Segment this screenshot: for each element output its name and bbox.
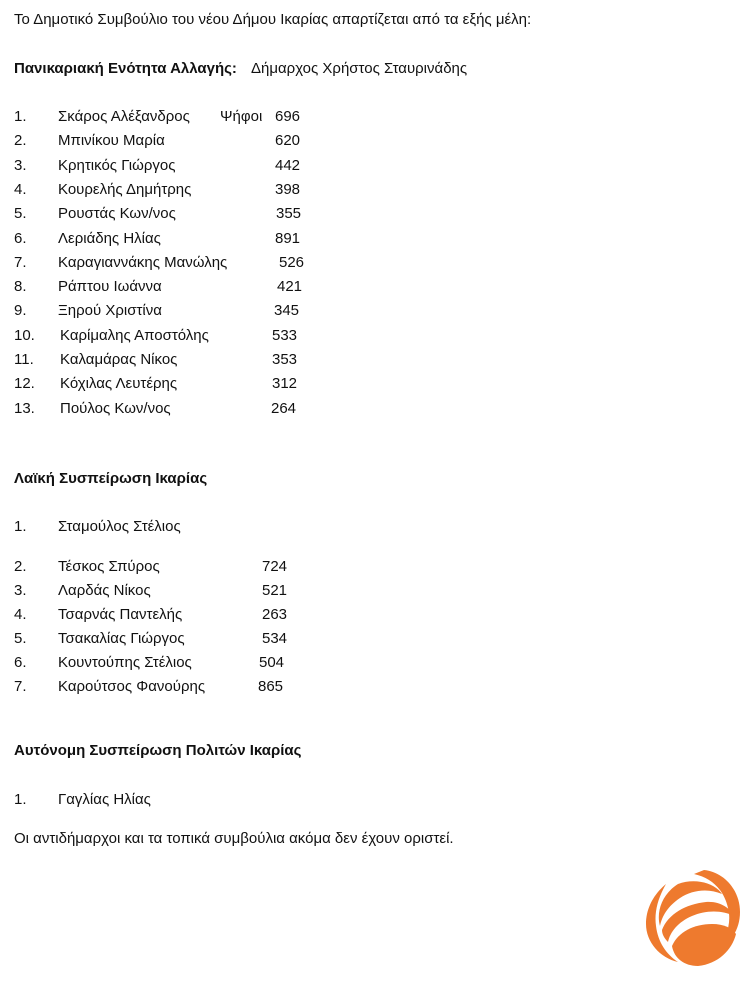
member-votes: 891 (275, 229, 301, 247)
member-number: 8. (14, 278, 27, 296)
votes-label: Ψήφοι (220, 108, 263, 125)
member-name: Τέσκος Σπύρος (58, 558, 160, 575)
member-name: Καραγιαννάκης Μανώλης (58, 253, 228, 271)
member-votes: 521 (262, 582, 288, 599)
member-number: 7. (14, 678, 27, 695)
member-votes: 526 (279, 253, 305, 271)
member-name: Ράπτου Ιωάννα (58, 278, 162, 296)
member-name: Σταμούλος Στέλιος (58, 518, 181, 535)
member-name: Σκάρος Αλέξανδρος (58, 108, 190, 125)
member-name: Κρητικός Γιώργος (58, 156, 176, 174)
member-name: Κουρελής Δημήτρης (58, 180, 192, 198)
member-votes: 264 (271, 399, 297, 417)
orange-sphere-logo-icon (642, 868, 742, 968)
party2-title: Λαϊκή Συσπείρωση Ικαρίας (14, 470, 208, 487)
member-name: Τσακαλίας Γιώργος (58, 630, 185, 647)
member-name: Πούλος Κων/νος (60, 399, 171, 417)
member-number: 7. (14, 253, 27, 271)
member-number: 1. (14, 518, 27, 535)
member-name: Ρουστάς Κων/νος (58, 205, 176, 223)
member-votes: 533 (272, 326, 298, 344)
member-number: 1. (14, 108, 27, 125)
member-number: 13. (14, 399, 35, 417)
member-number: 3. (14, 582, 27, 599)
member-number: 4. (14, 606, 27, 623)
member-number: 11. (14, 351, 34, 368)
member-number: 2. (14, 132, 27, 150)
member-name: Μπινίκου Μαρία (58, 132, 165, 150)
member-votes: 353 (272, 351, 298, 368)
member-votes: 504 (259, 654, 285, 671)
intro-text: Το Δημοτικό Συμβούλιο του νέου Δήμου Ικαρίας απαρτίζεται από τα εξής μέλη: (14, 11, 532, 28)
member-votes: 865 (258, 678, 284, 695)
party1-mayor: Δήμαρχος Χρήστος Σταυρινάδης (251, 60, 468, 77)
member-number: 12. (14, 375, 35, 393)
member-name: Καλαμάρας Νίκος (60, 351, 178, 368)
member-name: Γαγλίας Ηλίας (58, 791, 151, 808)
member-name: Λεριάδης Ηλίας (58, 229, 161, 247)
member-number: 6. (14, 229, 27, 247)
member-votes: 534 (262, 630, 288, 647)
member-name: Λαρδάς Νίκος (58, 582, 151, 599)
member-votes: 398 (275, 180, 301, 198)
member-votes: 263 (262, 606, 288, 623)
member-name: Ξηρού Χριστίνα (58, 302, 162, 320)
member-number: 6. (14, 654, 27, 671)
member-votes: 312 (272, 375, 298, 393)
member-number: 5. (14, 630, 27, 647)
member-number: 3. (14, 156, 27, 174)
party1-title: Πανικαριακή Ενότητα Αλλαγής: (14, 60, 237, 77)
member-number: 10. (14, 326, 35, 344)
member-number: 2. (14, 558, 27, 575)
member-name: Καρίμαλης Αποστόλης (60, 326, 209, 344)
member-name: Κόχιλας Λευτέρης (60, 375, 178, 393)
member-number: 9. (14, 302, 27, 320)
member-name: Τσαρνάς Παντελής (58, 606, 183, 623)
member-number: 4. (14, 180, 27, 198)
party3-title: Αυτόνομη Συσπείρωση Πολιτών Ικαρίας (14, 742, 302, 759)
member-votes: 696 (275, 108, 301, 125)
member-votes: 345 (274, 302, 300, 320)
member-votes: 442 (275, 156, 301, 174)
member-votes: 620 (275, 132, 301, 150)
member-votes: 421 (277, 278, 303, 296)
footer-text: Οι αντιδήμαρχοι και τα τοπικά συμβούλια ακόμα δεν έχουν οριστεί. (14, 830, 454, 847)
member-number: 5. (14, 205, 27, 223)
member-number: 1. (14, 791, 27, 808)
member-name: Καρούτσος Φανούρης (58, 678, 206, 695)
member-name: Κουντούπης Στέλιος (58, 654, 192, 671)
member-votes: 355 (276, 205, 302, 223)
member-votes: 724 (262, 558, 288, 575)
